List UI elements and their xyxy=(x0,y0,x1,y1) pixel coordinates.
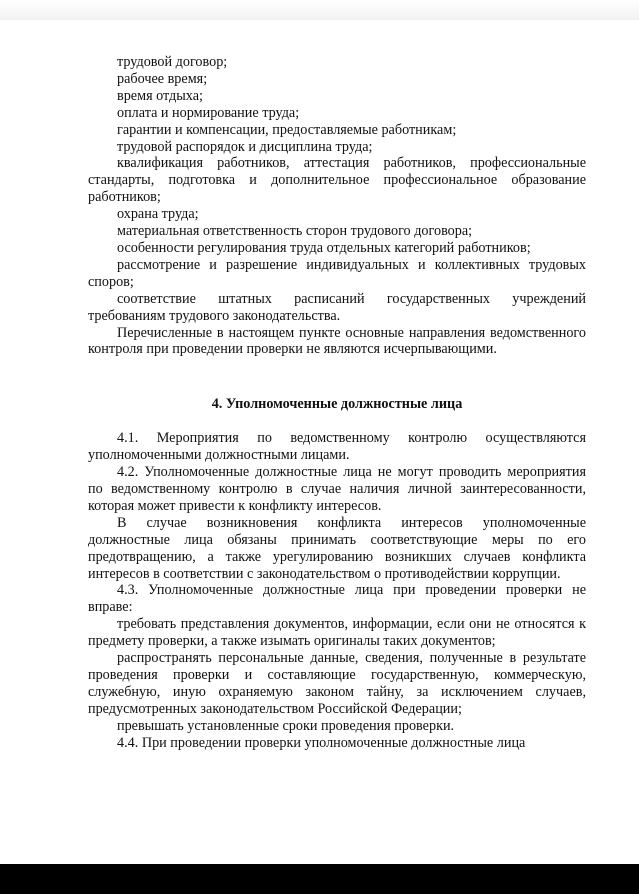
paragraph-4-4: 4.4. При проведении проверки уполномоченные должностные лица xyxy=(117,734,526,751)
scan-top-edge xyxy=(0,0,639,20)
paragraph-4-3: 4.3. Уполномоченные должностные лица при проведении проверки не вправе: xyxy=(88,582,586,616)
list-item: рабочее время; xyxy=(117,70,208,87)
paragraph-4-1: 4.1. Мероприятия по ведомственному контролю осуществляются уполномоченными должностными лицами. xyxy=(88,430,586,464)
closing-paragraph: Перечисленные в настоящем пункте основные направления ведомственного контроля при проведении проверки не являются исчерпывающими. xyxy=(88,324,586,358)
prohibition-demand-documents: требовать представления документов, информации, если они не относятся к предмету проверки, а также изымать оригиналы таких документов; xyxy=(88,616,586,650)
prohibition-disclose-data: распространять персональные данные, сведения, полученные в результате проведения проверки и составляющие государственную, коммерческую, служебную, иную охраняемую законом тайну, за исключением случаев, предусмотренных законодательством Российской Федерации; xyxy=(88,650,586,717)
paragraph-4-2: 4.2. Уполномоченные должностные лица не могут проводить мероприятия по ведомственному контролю в случае наличия личной заинтересованности, которая может привести к конфликту интересов. xyxy=(88,464,586,514)
scan-bottom-edge xyxy=(0,864,639,894)
list-item: соответствие штатных расписаний государственных учреждений требованиям трудового законодательства. xyxy=(88,290,586,324)
paragraph-conflict-of-interest: В случае возникновения конфликта интересов уполномоченные должностные лица обязаны принимать соответствующие меры по его предотвращению, а также урегулированию возникших случаев конфликта интересов в соответствии с законодательством о противодействии коррупции. xyxy=(88,514,586,582)
list-item: охрана труда; xyxy=(117,206,199,223)
list-item: особенности регулирования труда отдельных категорий работников; xyxy=(117,239,531,256)
list-item: материальная ответственность сторон трудового договора; xyxy=(117,223,473,240)
control-areas-list xyxy=(88,54,586,325)
document-page xyxy=(88,54,586,752)
section-heading: 4. Уполномоченные должностные лица xyxy=(211,396,463,413)
list-item: время отдыха; xyxy=(117,87,203,104)
prohibition-exceed-deadlines: превышать установленные сроки проведения проверки. xyxy=(117,717,455,734)
list-item: гарантии и компенсации, предоставляемые работникам; xyxy=(117,121,457,138)
list-item: трудовой договор; xyxy=(117,54,228,70)
list-item: квалификация работников, аттестация работников, профессиональные стандарты, подготовка и дополнительное профессиональное образование работников; xyxy=(88,155,586,206)
list-item: оплата и нормирование труда; xyxy=(117,104,300,121)
list-item: рассмотрение и разрешение индивидуальных и коллективных трудовых споров; xyxy=(88,256,586,290)
list-item: трудовой распорядок и дисциплина труда; xyxy=(117,138,373,155)
